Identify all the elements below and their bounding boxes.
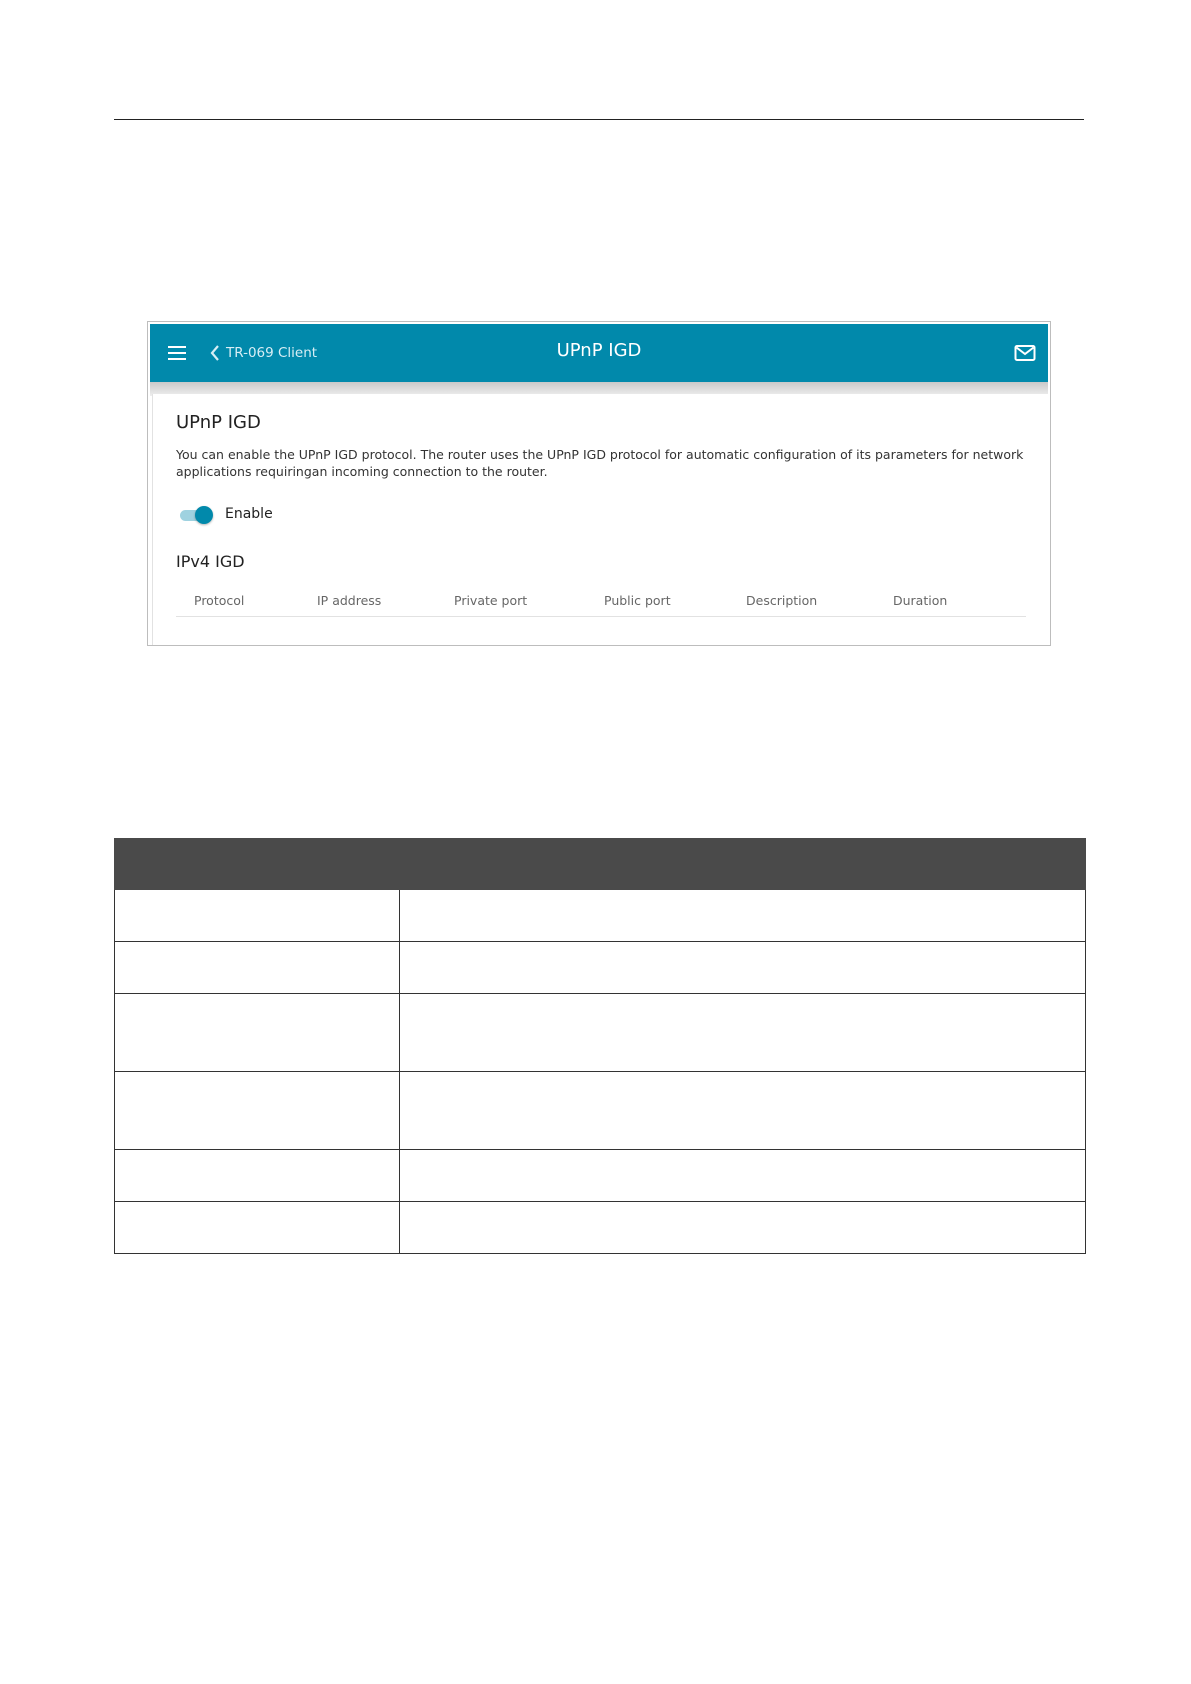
card-title: UPnP IGD	[176, 412, 261, 433]
mail-icon[interactable]	[1014, 344, 1036, 362]
back-link-label: TR-069 Client	[226, 345, 318, 361]
enable-label: Enable	[225, 506, 273, 522]
parameter-table-header	[114, 838, 1086, 890]
table-row	[114, 1072, 1086, 1150]
table-row	[114, 942, 1086, 994]
column-duration: Duration	[893, 593, 948, 608]
section-title: IPv4 IGD	[176, 552, 245, 571]
enable-toggle[interactable]	[180, 506, 212, 524]
upnp-igd-screenshot	[147, 321, 1051, 646]
table-row	[114, 1150, 1086, 1202]
app-bar	[150, 324, 1048, 382]
toggle-knob	[195, 506, 213, 524]
card-description: You can enable the UPnP IGD protocol. The router uses the UPnP IGD protocol for automatic configuration of its parameters for network applications requiringan incoming connection to the router.	[176, 447, 1024, 479]
column-ip-address: IP address	[317, 593, 382, 608]
table-row	[114, 1202, 1086, 1254]
column-description: Description	[746, 593, 818, 608]
column-private-port: Private port	[454, 593, 528, 608]
igd-table-header	[176, 586, 1026, 617]
page-top-rule	[114, 119, 1084, 120]
table-row	[114, 890, 1086, 942]
column-public-port: Public port	[604, 593, 671, 608]
settings-card	[152, 394, 1049, 646]
app-title: UPnP IGD	[556, 340, 642, 361]
column-protocol: Protocol	[194, 593, 245, 608]
parameter-table	[114, 838, 1086, 1255]
table-row	[114, 994, 1086, 1072]
